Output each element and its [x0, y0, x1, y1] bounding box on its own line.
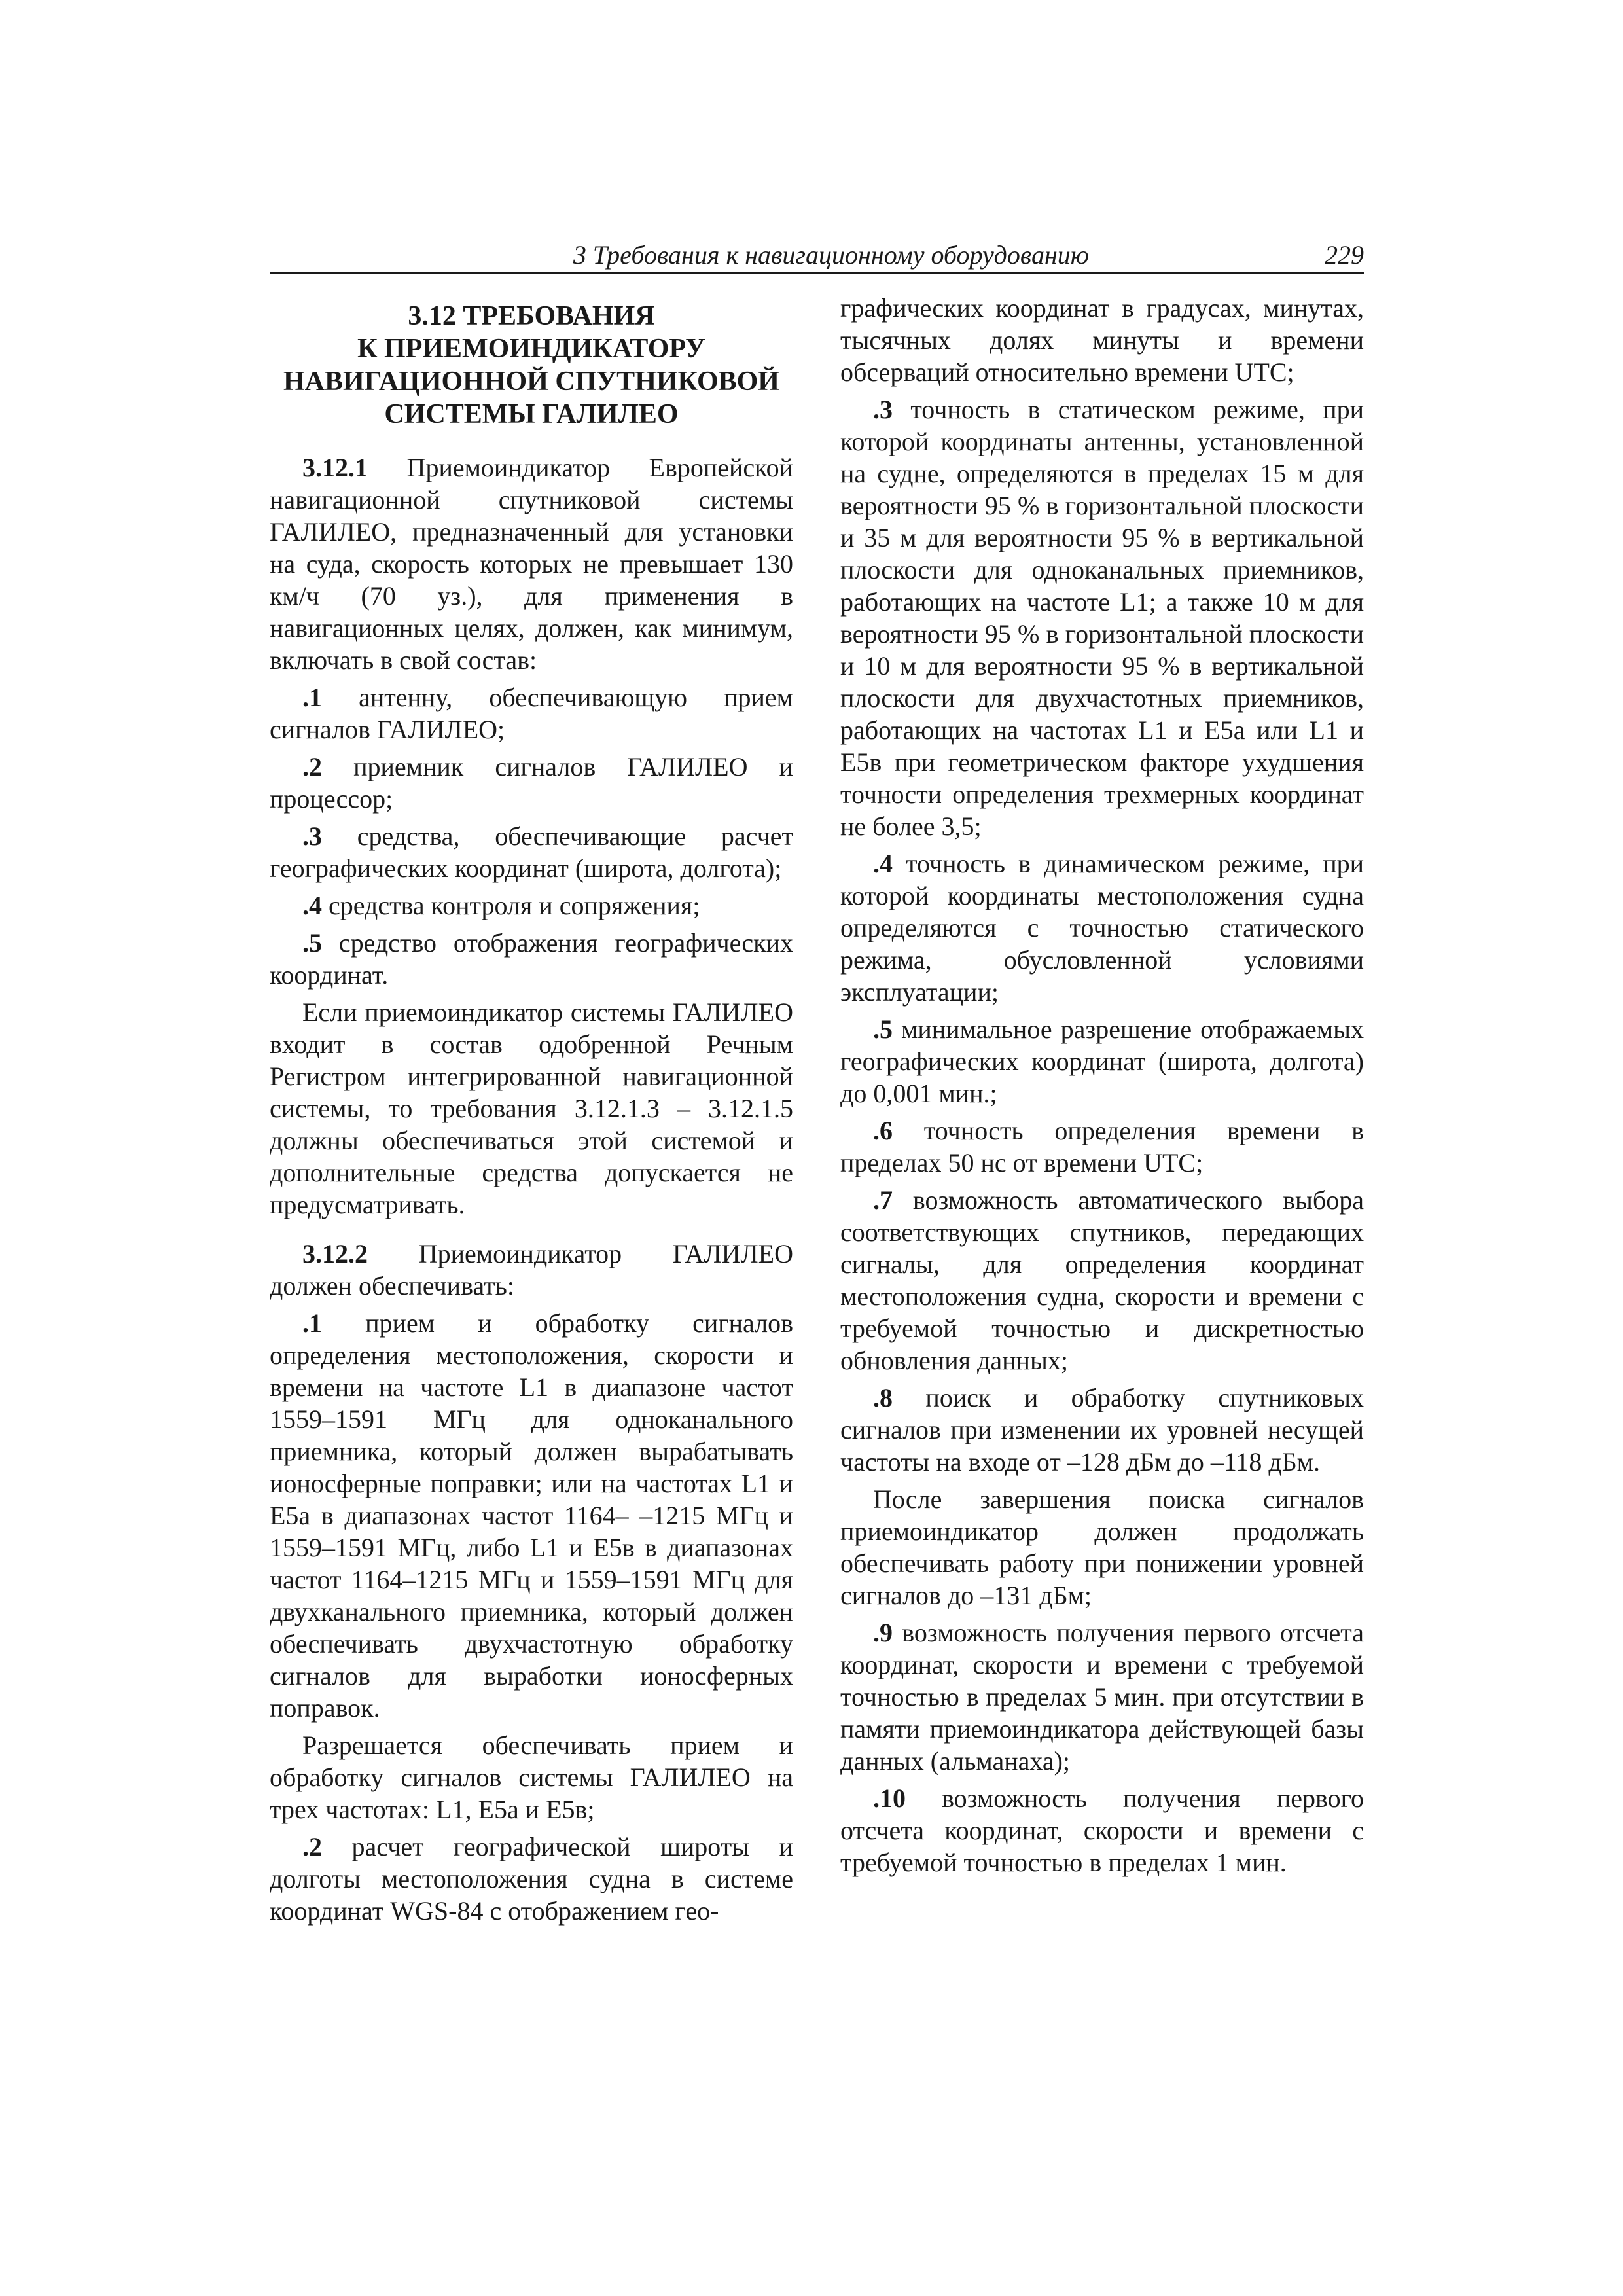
list-item	[840, 393, 1364, 842]
item-text: прием и обработку сигналов определения местоположения, скорости и времени на частоте L1 в диапазоне частот 1559–1591 МГц для одноканального приемника, который должен вырабатывать ионосферные поправки; или на частотах L1 и E5a в диапазонах частот 1164– –1215 МГц и 1559–1591 МГц, либо L1 и E5в в диапазонах частот 1164–1215 МГц и 1559–1591 МГц для двухканального приемника, который должен обеспечивать двухчастотную обработку сигналов для выработки ионосферных поправок.	[270, 1308, 793, 1723]
paragraph	[270, 452, 793, 676]
paragraph: После завершения поиска сигналов приемоиндикатор должен продолжать обеспечивать работу при понижении уровней сигналов до –131 дБм;	[840, 1484, 1364, 1610]
item-number: .3	[302, 821, 322, 851]
page-header	[270, 237, 1364, 274]
item-text: поиск и обработку спутниковых сигналов при изменении их уровней несущей частоты на входе от –128 дБм до –118 дБм.	[840, 1383, 1364, 1477]
item-number: .5	[302, 928, 322, 958]
item-number: .5	[873, 1014, 893, 1044]
item-text: расчет географической широты и долготы местоположения судна в системе координат WGS-84 с отображением гео-	[270, 1832, 793, 1926]
item-number: .4	[873, 849, 893, 878]
item-text: возможность получения первого отсчета координат, скорости и времени с требуемой точностью в пределах 5 мин. при отсутствии в памяти приемоиндикатора действующей базы данных (альманаха);	[840, 1618, 1364, 1776]
item-text: средства, обеспечивающие расчет географических координат (широта, долгота);	[270, 821, 793, 883]
item-number: .9	[873, 1618, 893, 1647]
running-title: 3 Требования к навигационному оборудованию	[573, 240, 1089, 270]
item-text: средство отображения географических координат.	[270, 928, 793, 990]
left-column	[270, 292, 793, 1932]
list-item	[270, 820, 793, 884]
item-text: приемник сигналов ГАЛИЛЕО и процессор;	[270, 752, 793, 814]
paragraph-continuation: графических координат в градусах, минутах, тысячных долях минуты и времени обсерваций относительно времени UTC;	[840, 293, 1364, 387]
list-item	[270, 1831, 793, 1927]
list-item	[270, 889, 793, 922]
item-text: средства контроля и сопряжения;	[322, 891, 700, 920]
item-number: .10	[873, 1784, 906, 1813]
item-text: точность определения времени в пределах 50 нс от времени UTC;	[840, 1116, 1364, 1177]
heading-line: 3.12 ТРЕБОВАНИЯ	[408, 301, 655, 331]
item-text: минимальное разрешение отображаемых географических координат (широта, долгота) до 0,001 мин.;	[840, 1014, 1364, 1108]
list-item	[270, 681, 793, 745]
right-column	[840, 292, 1364, 1884]
list-item	[270, 927, 793, 991]
page-number: 229	[1325, 240, 1364, 270]
list-item	[840, 1115, 1364, 1179]
paragraph	[270, 1238, 793, 1302]
list-item	[270, 751, 793, 815]
item-number: .1	[302, 1308, 322, 1338]
heading-line: К ПРИЕМОИНДИКАТОРУ	[357, 334, 705, 364]
heading-line: НАВИГАЦИОННОЙ СПУТНИКОВОЙ	[283, 367, 779, 397]
item-number: .4	[302, 891, 322, 920]
paragraph-text: Приемоиндикатор ГАЛИЛЕО должен обеспечивать:	[270, 1239, 793, 1300]
list-item	[840, 1782, 1364, 1878]
item-number: .7	[873, 1185, 893, 1215]
clause-number: 3.12.1	[302, 453, 368, 482]
item-number: .3	[873, 395, 893, 424]
paragraph: Разрешается обеспечивать прием и обработку сигналов системы ГАЛИЛЕО на трех частотах: L1, E5a и E5в;	[270, 1731, 793, 1824]
item-text: точность в динамическом режиме, при которой координаты местоположения судна определяются с точностью статического режима, обусловленной условиями эксплуатации;	[840, 849, 1364, 1007]
item-text: возможность получения первого отсчета координат, скорости и времени с требуемой точностью в пределах 1 мин.	[840, 1784, 1364, 1877]
item-text: точность в статическом режиме, при которой координаты антенны, установленной на судне, определяются в пределах 15 м для вероятности 95 % в горизонтальной плоскости и 35 м для вероятности 95 % в вертикальной плоскости для одноканальных приемников, работающих на частоте L1; а также 10 м для вероятности 95 % в горизонтальной плоскости и 10 м для вероятности 95 % в вертикальной плоскости для двухчастотных приемников, работающих на частотах L1 и E5a или L1 и E5в при геометрическом факторе ухудшения точности определения трехмерных координат не более 3,5;	[840, 395, 1364, 841]
list-item	[840, 1184, 1364, 1376]
clause-number: 3.12.2	[302, 1239, 368, 1268]
item-text: возможность автоматического выбора соответствующих спутников, передающих сигналы, для определения координат местоположения судна, скорости и времени с требуемой точностью и дискретностью обновления данных;	[840, 1185, 1364, 1375]
paragraph: Если приемоиндикатор системы ГАЛИЛЕО входит в состав одобренной Речным Регистром интегрированной навигационной системы, то требования 3.12.1.3 – 3.12.1.5 должны обеспечиваться этой системой и дополнительные средства допускается не предусматривать.	[270, 997, 793, 1219]
list-item	[270, 1307, 793, 1724]
item-number: .2	[302, 1832, 322, 1861]
list-item	[840, 1617, 1364, 1777]
item-text: антенну, обеспечивающую прием сигналов ГАЛИЛЕО;	[270, 683, 793, 744]
item-number: .1	[302, 683, 322, 712]
section-heading	[270, 300, 793, 431]
list-item	[840, 1013, 1364, 1109]
item-number: .6	[873, 1116, 893, 1145]
heading-line: СИСТЕМЫ ГАЛИЛЕО	[384, 399, 679, 429]
list-item	[840, 1382, 1364, 1478]
item-number: .8	[873, 1383, 893, 1412]
item-number: .2	[302, 752, 322, 781]
list-item	[840, 848, 1364, 1008]
paragraph-text: Приемоиндикатор Европейской навигационной спутниковой системы ГАЛИЛЕО, предназначенный для установки на суда, скорость которых не превышает 130 км/ч (70 уз.), для применения в навигационных целях, должен, как минимум, включать в свой состав:	[270, 453, 793, 675]
